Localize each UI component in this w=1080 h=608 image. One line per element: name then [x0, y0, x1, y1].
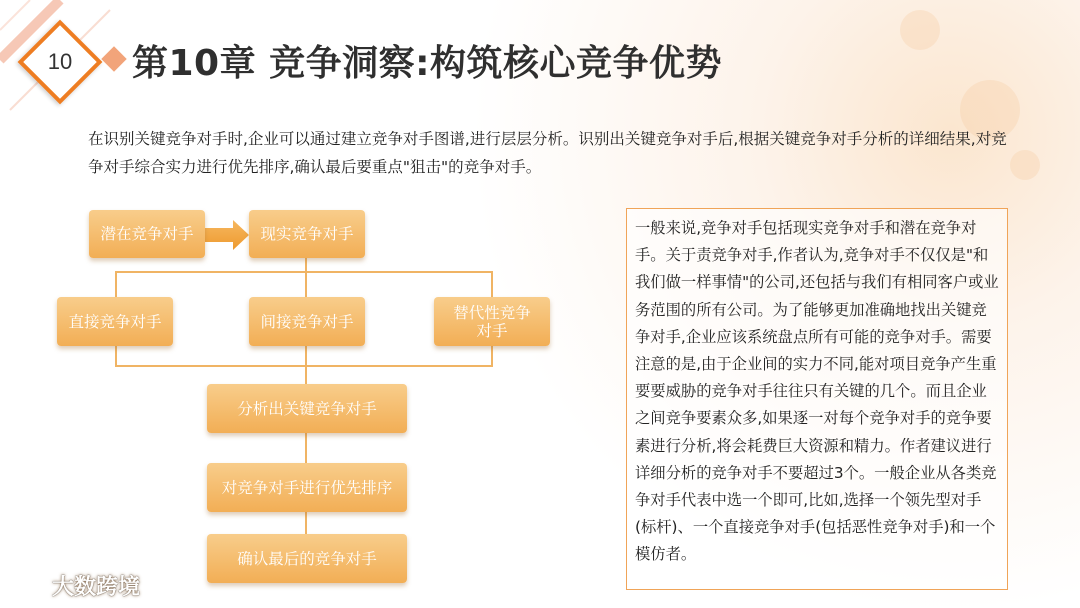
- connector: [305, 346, 307, 384]
- flow-node-potential: 潜在竞争对手: [89, 210, 205, 258]
- brand-name: 大数跨境: [52, 575, 141, 600]
- flow-node-identify-key: 分析出关键竞争对手: [207, 384, 407, 433]
- flow-node-substitute: 替代性竞争对手: [434, 297, 550, 346]
- flow-node-direct: 直接竞争对手: [57, 297, 173, 346]
- flow-node-prioritize: 对竞争对手进行优先排序: [207, 463, 407, 512]
- connector: [305, 433, 307, 463]
- connector: [491, 271, 493, 297]
- connector: [491, 346, 493, 366]
- flow-node-indirect: 间接竞争对手: [249, 297, 365, 346]
- description-box: 一般来说,竞争对手包括现实竞争对手和潜在竞争对手。关于责竞争对手,作者认为,竞争对手不仅仅是"和我们做一样事情"的公司,还包括与我们有相同客户或业务范围的所有公司。为了能够更加准确地找出关键竞争对手,企业应该系统盘点所有可能的竞争对手。需要注意的是,由于企业间的实力不同,能对项目竞争产生重要要威胁的竞争对手往往只有关键的几个。而且企业之间竞争要素众多,如果逐一对每个竞争对手的竞争要素进行分析,将会耗费巨大资源和精力。作者建议进行详细分析的竞争对手不要超过3个。一般企业从各类竞争对手代表中选一个即可,比如,选择一个领先型对手(标杆)、一个直接竞争对手(包括恶性竞争对手)和一个模仿者。: [626, 208, 1008, 590]
- connector: [115, 346, 117, 366]
- connector: [115, 365, 493, 367]
- connector: [305, 512, 307, 534]
- chapter-number: 10: [47, 49, 73, 74]
- connector: [115, 271, 117, 297]
- arrow-right-icon: [203, 220, 251, 250]
- brand-mark-icon: [8, 571, 48, 601]
- connector: [115, 271, 493, 273]
- brand-logo: [8, 570, 140, 601]
- page-title: 第10章 竞争洞察:构筑核心竞争优势: [132, 43, 723, 84]
- intro-paragraph: 在识别关键竞争对手时,企业可以通过建立竞争对手图谱,进行层层分析。识别出关键竞争对手后,根据关键竞争对手分析的详细结果,对竞争对手综合实力进行优先排序,确认最后要重点"狙击"的竞争对手。: [88, 130, 1007, 176]
- connector: [305, 271, 307, 297]
- flow-node-real: 现实竞争对手: [249, 210, 365, 258]
- decor-bubble: [900, 10, 940, 50]
- decor-bubble: [1010, 150, 1040, 180]
- flow-node-confirm: 确认最后的竞争对手: [207, 534, 407, 583]
- connector: [305, 258, 307, 272]
